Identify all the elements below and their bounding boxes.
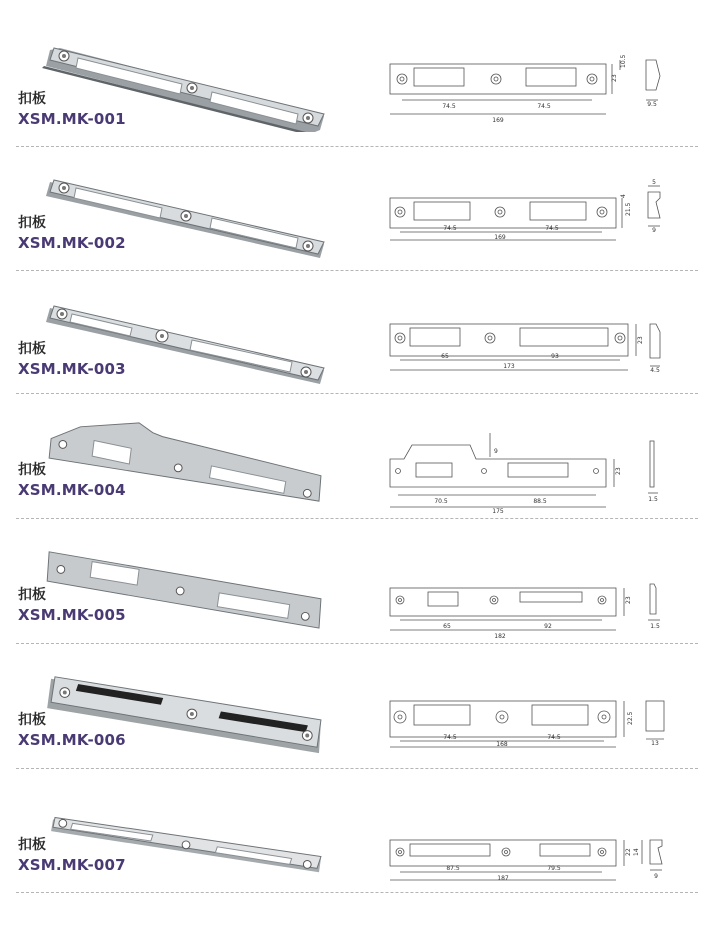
product-label (18, 216, 126, 251)
product-row (0, 397, 710, 521)
product-label (18, 463, 126, 498)
dim-width-1: 87.5 (446, 865, 460, 872)
dim-height: 23 (637, 336, 644, 344)
row-divider (16, 146, 698, 147)
side-view-drawing (630, 540, 680, 640)
product-row (0, 150, 710, 274)
dim-side: 1.5 (650, 623, 660, 630)
dim-side: 9.5 (647, 101, 657, 108)
dim-height: 23 (611, 74, 618, 82)
dim-total: 187 (497, 875, 509, 882)
side-view-drawing (630, 665, 680, 765)
row-divider (16, 643, 698, 644)
product-label (18, 342, 126, 377)
product-code: XSM.MK-007 (18, 856, 126, 874)
dim-total: 182 (494, 633, 506, 640)
dim-total: 169 (492, 117, 504, 124)
side-view-drawing (630, 790, 680, 890)
dim-side: 13 (651, 740, 659, 747)
product-row (0, 274, 710, 398)
product-row (0, 22, 710, 146)
dim-height-2: 4 (620, 194, 627, 198)
dim-height: 23 (615, 467, 622, 475)
dim-width-2: 79.5 (547, 865, 561, 872)
row-divider (16, 270, 698, 271)
dim-width-2: 74.5 (547, 734, 561, 741)
product-label (18, 588, 126, 623)
product-row (0, 772, 710, 896)
dim-width-1: 74.5 (442, 103, 456, 110)
dim-total: 168 (496, 741, 508, 748)
product-code: XSM.MK-006 (18, 731, 126, 749)
dim-side: 9 (654, 873, 658, 880)
product-code: XSM.MK-004 (18, 481, 126, 499)
dim-side: 9 (652, 227, 656, 234)
product-code: XSM.MK-005 (18, 606, 126, 624)
dim-total: 175 (492, 508, 504, 515)
side-view-drawing (630, 292, 680, 392)
dim-height: 23 (625, 596, 632, 604)
dim-width-1: 70.5 (434, 498, 448, 505)
product-name: 扣板 (18, 837, 46, 853)
product-name: 扣板 (18, 215, 46, 231)
row-divider (16, 518, 698, 519)
product-name: 扣板 (18, 462, 46, 478)
dim-side: 4.5 (650, 367, 660, 374)
dim-width-1: 65 (443, 623, 451, 630)
product-row (0, 522, 710, 646)
product-label (18, 713, 126, 748)
product-label (18, 838, 126, 873)
dim-height-2: 14 (633, 848, 640, 856)
side-view-drawing (630, 168, 680, 268)
dim-width-2: 88.5 (533, 498, 547, 505)
product-name: 扣板 (18, 91, 46, 107)
dim-side-2: 5 (652, 179, 656, 186)
dim-width-1: 74.5 (443, 734, 457, 741)
dim-width-1: 65 (441, 353, 449, 360)
dim-width-2: 74.5 (545, 225, 559, 232)
dim-height: 22 (625, 848, 632, 856)
product-code: XSM.MK-001 (18, 110, 126, 128)
row-divider (16, 892, 698, 893)
side-view-drawing (630, 40, 680, 140)
dim-side: 1.5 (648, 496, 658, 503)
dim-height: 21.5 (625, 202, 632, 216)
dim-width-2: 93 (551, 353, 559, 360)
product-name: 扣板 (18, 341, 46, 357)
dim-height: 22.5 (627, 711, 634, 725)
product-code: XSM.MK-003 (18, 360, 126, 378)
row-divider (16, 393, 698, 394)
side-view-drawing (630, 415, 680, 515)
dim-height-2: 9 (494, 448, 498, 455)
dim-total: 173 (503, 363, 515, 370)
dim-height-2: 10.5 (620, 54, 627, 68)
product-name: 扣板 (18, 587, 46, 603)
product-name: 扣板 (18, 712, 46, 728)
product-label (18, 92, 126, 127)
product-code: XSM.MK-002 (18, 234, 126, 252)
dim-width-1: 74.5 (443, 225, 457, 232)
dim-width-2: 92 (544, 623, 552, 630)
product-row (0, 647, 710, 771)
dim-width-2: 74.5 (537, 103, 551, 110)
dim-total: 169 (494, 234, 506, 241)
row-divider (16, 768, 698, 769)
